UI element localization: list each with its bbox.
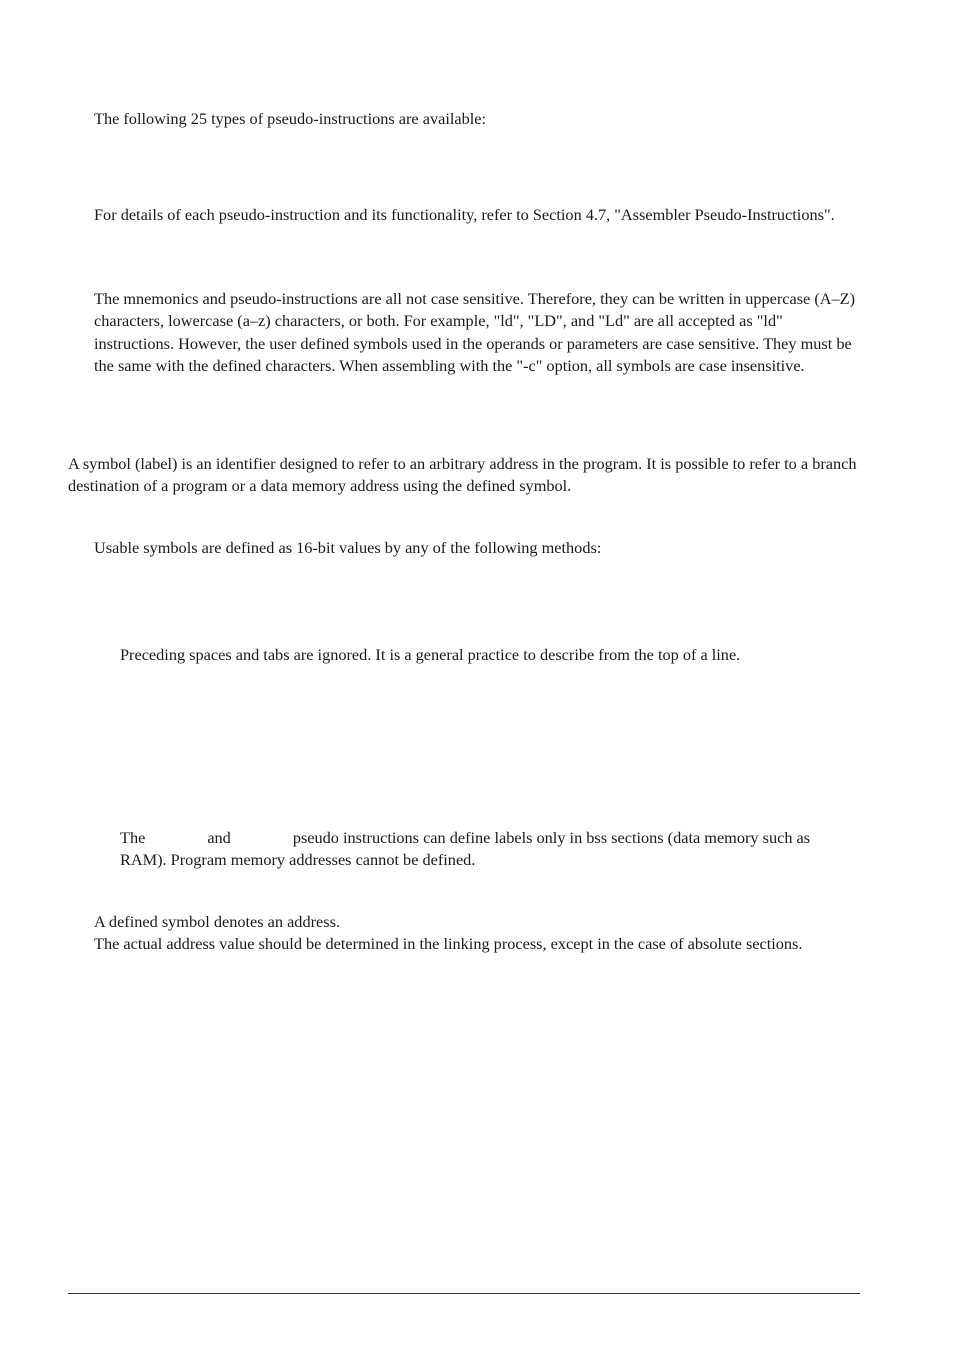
address-note-block — [94, 911, 866, 956]
intro-paragraph: The following 25 types of pseudo-instructions are available: — [94, 109, 487, 128]
address-note-line-2: The actual address value should be determined in the linking process, except in the case of absolute sections. — [94, 934, 803, 954]
symbol-definition-paragraph: A symbol (label) is an identifier designed to refer to an arbitrary address in the program. It is possible to refer to a branch destination of a program or a data memory address using the defined symbol. — [68, 454, 857, 496]
bss-section-note — [120, 827, 850, 872]
bss-note-part-1: The — [120, 828, 146, 847]
details-paragraph: For details of each pseudo-instruction and its functionality, refer to Section 4.7, "Assembler Pseudo-Instructions". — [94, 205, 835, 224]
bss-note-part-3: pseudo instructions can define labels only in bss sections (data memory such as RAM). Program memory addresses cannot be defined. — [120, 828, 811, 870]
footer-rule — [68, 1293, 860, 1294]
preceding-spaces-note: Preceding spaces and tabs are ignored. It is a general practice to describe from the top of a line. — [120, 645, 741, 664]
bss-note-part-2: and — [207, 828, 231, 847]
usable-symbols-paragraph: Usable symbols are defined as 16-bit values by any of the following methods: — [94, 538, 602, 557]
case-sensitivity-paragraph: The mnemonics and pseudo-instructions are all not case sensitive. Therefore, they can be written in uppercase (A–Z) characters, lowercase (a–z) characters, or both. For example, "ld", "LD", and "Ld" are all accepted as "ld" instructions. However, the user defined symbols used in the operands or parameters are case sensitive. They must be the same with the defined characters. When assembling with the "-c" option, all symbols are case insensitive. — [94, 289, 856, 375]
address-note-line-1: A defined symbol denotes an address. — [94, 912, 340, 931]
